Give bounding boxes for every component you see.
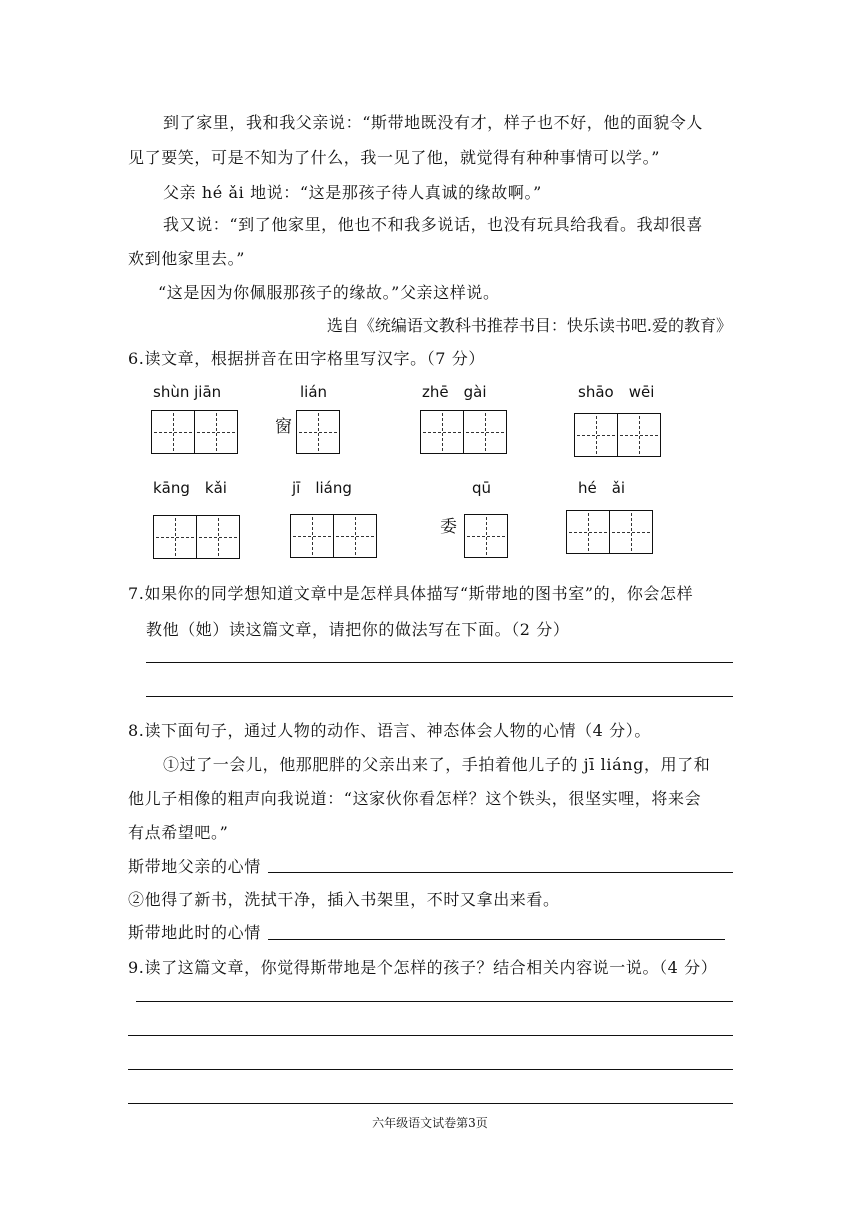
passage-line: 欢到他家里去。” <box>128 249 245 268</box>
tianzige-grid[interactable] <box>574 413 661 457</box>
tianzige-cell[interactable] <box>566 510 610 554</box>
tianzige-cell[interactable] <box>196 515 240 559</box>
pinyin-label: hé ǎi <box>578 479 626 497</box>
passage-line: 父亲 hé ǎi 地说：“这是那孩子待人真诚的缘故啊。” <box>163 183 542 202</box>
tianzige-cell[interactable] <box>463 410 507 454</box>
passage-line: 见了要笑，可是不知为了什么，我一见了他，就觉得有种种事情可以学。” <box>128 148 660 167</box>
prefix-char: 委 <box>440 517 457 537</box>
prefix-char: 窗 <box>275 417 292 437</box>
page-footer: 六年级语文试卷第3页 <box>372 1116 488 1130</box>
tianzige-grid[interactable] <box>296 410 340 454</box>
answer-line[interactable] <box>128 1069 733 1070</box>
passage-source: 选自《统编语文教科书推荐书目：快乐读书吧.爱的教育》 <box>326 316 732 335</box>
sentence-line: ②他得了新书，洗拭干净，插入书架里，不时又拿出来看。 <box>128 890 560 909</box>
answer-label: 斯带地父亲的心情 <box>128 857 261 876</box>
question-7-prompt: 7.如果你的同学想知道文章中是怎样具体描写“斯带地的图书室”的，你会怎样 <box>128 584 694 603</box>
tianzige-cell[interactable] <box>464 514 508 558</box>
sentence-line: 有点希望吧。” <box>128 823 229 842</box>
tianzige-grid[interactable] <box>464 514 508 558</box>
passage-line: 我又说：“到了他家里，他也不和我多说话，也没有玩具给我看。我却很喜 <box>163 215 703 234</box>
tianzige-grid[interactable] <box>151 410 238 454</box>
answer-line[interactable] <box>146 662 733 663</box>
question-6-prompt: 6.读文章，根据拼音在田字格里写汉字。（7 分） <box>128 349 485 368</box>
answer-label: 斯带地此时的心情 <box>128 923 261 942</box>
question-8-prompt: 8.读下面句子，通过人物的动作、语言、神态体会人物的心情（4 分）。 <box>128 721 651 740</box>
tianzige-cell[interactable] <box>290 514 334 558</box>
tianzige-cell[interactable] <box>194 410 238 454</box>
answer-line[interactable] <box>128 1103 733 1104</box>
tianzige-cell[interactable] <box>617 413 661 457</box>
tianzige-cell[interactable] <box>151 410 195 454</box>
sentence-line: 他儿子相像的粗声向我说道：“这家伙你看怎样？这个铁头，很坚实哩，将来会 <box>128 789 702 808</box>
passage-line: “这是因为你佩服那孩子的缘故。”父亲这样说。 <box>158 283 500 302</box>
pinyin-label: kāng kǎi <box>153 479 227 497</box>
tianzige-cell[interactable] <box>609 510 653 554</box>
question-9-prompt: 9.读了这篇文章，你觉得斯带地是个怎样的孩子？结合相关内容说一说。（4 分） <box>128 958 718 977</box>
tianzige-grid[interactable] <box>290 514 377 558</box>
tianzige-cell[interactable] <box>333 514 377 558</box>
pinyin-label: qū <box>472 479 492 497</box>
tianzige-cell[interactable] <box>296 410 340 454</box>
pinyin-label: shāo wēi <box>578 383 655 401</box>
tianzige-grid[interactable] <box>566 510 653 554</box>
tianzige-cell[interactable] <box>420 410 464 454</box>
answer-line[interactable] <box>268 872 733 873</box>
pinyin-label: jī liáng <box>292 479 352 497</box>
tianzige-grid[interactable] <box>153 515 240 559</box>
tianzige-cell[interactable] <box>153 515 197 559</box>
sentence-line: ①过了一会儿，他那肥胖的父亲出来了，手拍着他儿子的 jī liáng，用了和 <box>163 755 711 774</box>
answer-line[interactable] <box>128 1035 733 1036</box>
pinyin-label: zhē gài <box>422 383 487 401</box>
tianzige-grid[interactable] <box>420 410 507 454</box>
answer-line[interactable] <box>268 939 725 940</box>
question-7-prompt: 教他（她）读这篇文章，请把你的做法写在下面。（2 分） <box>146 620 570 639</box>
pinyin-label: shùn jiān <box>153 383 222 401</box>
pinyin-label: lián <box>300 383 328 401</box>
answer-line[interactable] <box>146 696 733 697</box>
tianzige-cell[interactable] <box>574 413 618 457</box>
passage-line: 到了家里，我和我父亲说：“斯带地既没有才，样子也不好，他的面貌令人 <box>163 113 703 132</box>
answer-line[interactable] <box>136 1001 733 1002</box>
